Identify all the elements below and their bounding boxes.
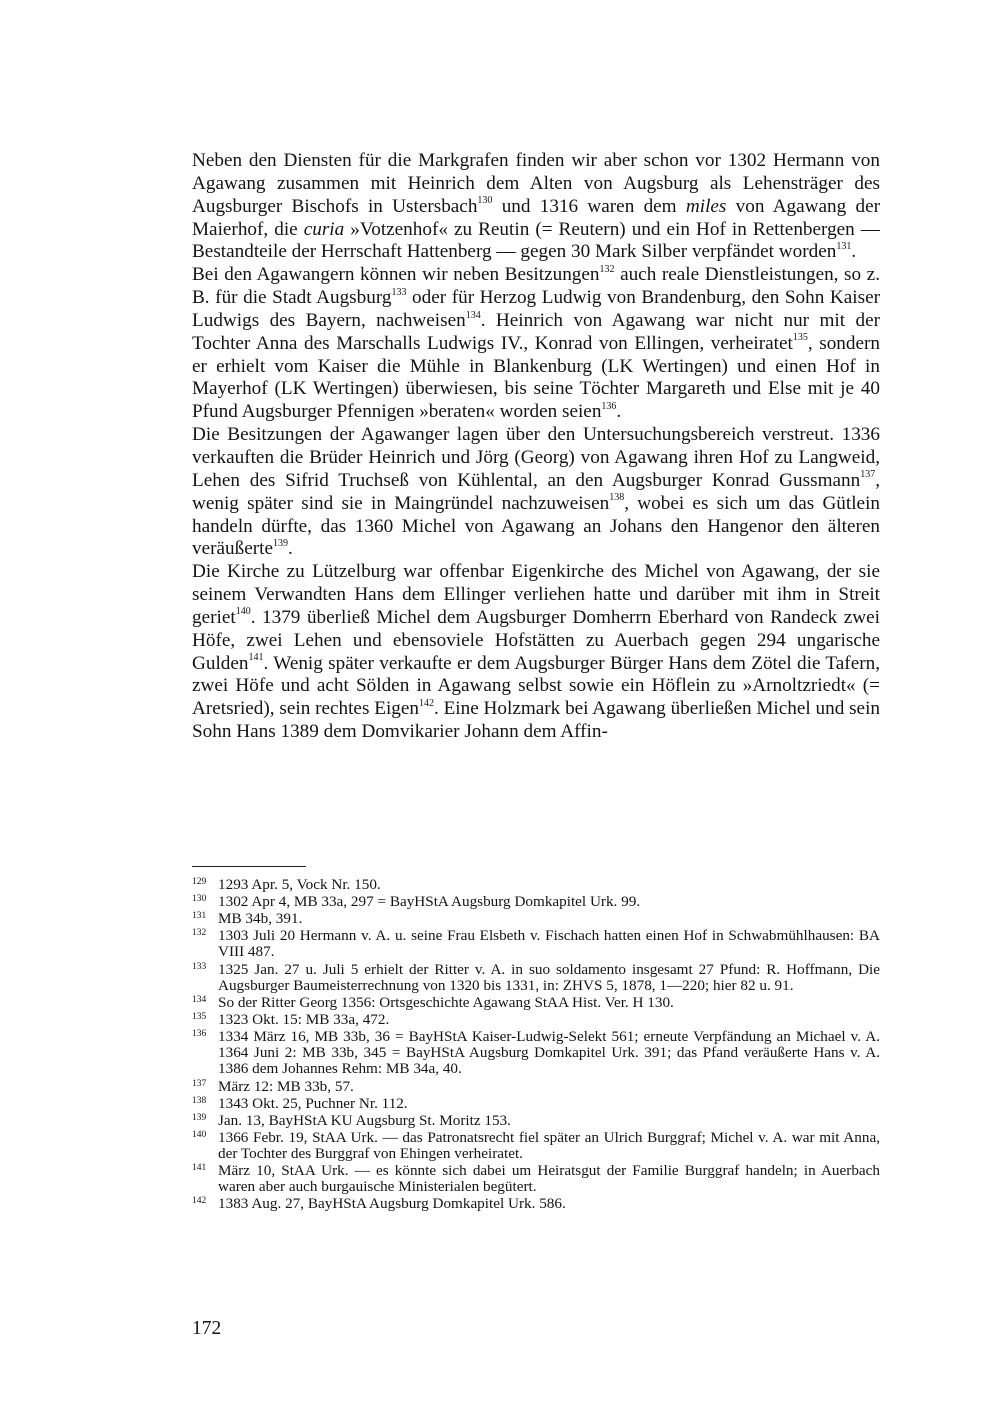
footnote-item (192, 1012, 880, 1028)
footnote-number: 140 (192, 1129, 207, 1140)
footnote-text: So der Ritter Georg 1356: Ortsgeschichte Agawang StAA Hist. Ver. H 130. (218, 993, 674, 1011)
footnote-item (192, 1196, 880, 1212)
footnote-text: März 10, StAA Urk. — es könnte sich dabei um Heiratsgut der Familie Burggraf handeln; in Auerbach waren aber auch burgauische Ministerialen begütert. (218, 1162, 880, 1196)
footnote-ref: 131 (836, 240, 852, 252)
footnote-item (192, 911, 880, 927)
footnote-ref: 140 (235, 606, 251, 618)
footnote-item (192, 962, 880, 994)
page-body (192, 150, 880, 744)
footnote-item (192, 894, 880, 910)
footnote-number: 132 (192, 928, 207, 939)
paragraph (192, 561, 880, 744)
footnote-text: 1383 Aug. 27, BayHStA Augsburg Domkapitel Urk. 586. (218, 1195, 566, 1213)
footnote-text: MB 34b, 391. (218, 910, 303, 928)
footnote-number: 133 (192, 961, 207, 972)
footnote-number: 131 (192, 911, 207, 922)
footnote-item (192, 995, 880, 1011)
text-run: Neben den Diensten für die Markgrafen finden wir aber schon vor 1302 Hermann von Agawang zusammen mit Heinrich dem Alten von Augsburg als Lehensträger des Augsburger Bischofs in Ustersbach (192, 150, 880, 217)
text-run: »Votzenhof« zu Reutin (= Reutern) und ein Hof in Rettenbergen — Bestandteile der Herrschaft Hattenberg — gegen 30 Mark Silber verpfändet worden (192, 218, 880, 263)
footnote-item (192, 1029, 880, 1078)
footnote-number: 141 (192, 1163, 207, 1174)
footnote-text: 1366 Febr. 19, StAA Urk. — das Patronatsrecht fiel später an Ulrich Burggraf; Michel v. A. war mit Anna, der Tochter des Burggraf von Ehingen verheiratet. (218, 1128, 880, 1163)
text-run: , wobei es sich um das Gütlein handeln dürfte, das 1360 Michel von Agawang an Johans den Hangenor den älteren veräußerte (192, 492, 881, 560)
footnote-text: 1302 Apr 4, MB 33a, 297 = BayHStA Augsburg Domkapitel Urk. 99. (218, 893, 641, 911)
footnote-ref: 130 (477, 195, 493, 207)
footnote-item (192, 1113, 880, 1129)
footnote-text: 1343 Okt. 25, Puchner Nr. 112. (218, 1094, 408, 1112)
text-run: . Heinrich von Agawang war nicht nur mit der Tochter Anna des Marschalls Ludwigs IV., Konrad von Ellingen, verheiratet (192, 309, 880, 354)
paragraph (192, 264, 880, 424)
text-run: . Wenig später verkaufte er dem Augsburger Bürger Hans dem Zötel die Tafern, zwei Höfe und acht Sölden in Agawang selbst sowie ein Höflein zu »Arnoltzriedt« (= Aretsried), sein rechtes Eigen (192, 652, 880, 720)
footnote-number: 135 (192, 1011, 207, 1022)
text-run: von Agawang der Maierhof, die (192, 195, 880, 240)
text-run: . (851, 241, 857, 263)
paragraph (192, 424, 880, 561)
footnote-number: 137 (192, 1078, 207, 1089)
footnote-number: 134 (192, 994, 207, 1005)
text-run: . 1379 überließ Michel dem Augsburger Domherrn Eberhard von Randeck zwei Höfe, zwei Lehen und ebensoviele Hofstätten zu Auerbach gegen 294 ungarische Gulden (192, 606, 880, 674)
footnote-ref: 135 (792, 332, 808, 344)
italic-term: miles (685, 195, 727, 217)
footnote-item (192, 1096, 880, 1112)
footnote-ref: 142 (418, 697, 434, 709)
footnote-ref: 141 (248, 652, 264, 664)
footnote-number: 130 (192, 894, 207, 905)
footnote-ref: 139 (272, 537, 288, 549)
footnote-item (192, 1130, 880, 1162)
footnote-item (192, 877, 880, 893)
footnote-ref: 134 (465, 309, 481, 321)
footnote-separator (192, 866, 306, 867)
footnote-text: 1325 Jan. 27 u. Juli 5 erhielt der Ritter v. A. in suo soldamento insgesamt 27 Pfund: R. Hoffmann, Die Augsburger Baumeisterrechnung von 1320 bis 1331, in: ZHVS 5, 1878, 1—220; hier 82 u. 91. (218, 960, 880, 994)
footnote-text: 1334 März 16, MB 33b, 36 = BayHStA Kaiser-Ludwig-Selekt 561; erneute Verpfändung an Michael v. A. 1364 Juni 2: MB 33b, 345 = BayHStA Augsburg Domkapitel Urk. 391; das Pfand veräußerte Hans v. A. 1386 dem Johannes Rehm: MB 34a, 40. (218, 1028, 880, 1078)
footnote-number: 136 (192, 1029, 207, 1040)
footnote-number: 138 (192, 1095, 207, 1106)
footnote-item (192, 1163, 880, 1195)
main-text (192, 150, 880, 744)
text-run: auch reale Dienstleistungen, so z. B. für die Stadt Augsburg (192, 264, 880, 309)
footnote-ref: 132 (599, 263, 615, 275)
footnote-text: 1323 Okt. 15: MB 33a, 472. (218, 1010, 390, 1028)
footnote-text: 1303 Juli 20 Hermann v. A. u. seine Frau Elsbeth v. Fischach hatten einen Hof in Schwabmühlhausen: BA VIII 487. (218, 927, 880, 961)
footnote-text: März 12: MB 33b, 57. (218, 1077, 354, 1095)
footnote-text: 1293 Apr. 5, Vock Nr. 150. (218, 876, 381, 893)
text-run: Die Besitzungen der Agawanger lagen über den Untersuchungsbereich verstreut. 1336 verkauften die Brüder Heinrich und Jörg (Georg) von Agawang ihren Hof zu Langweid, Lehen des Sifrid Truchseß von Kühlental, an den Augsburger Konrad Gussmann (192, 424, 880, 491)
footnote-number: 129 (192, 877, 207, 887)
footnote-ref: 137 (860, 469, 876, 481)
text-run: , sondern er erhielt vom Kaiser die Mühle in Blankenburg (LK Wertingen) und einen Hof in Mayerhof (LK Wertingen) überwiesen, bis seine Töchter Margareth und Else mit je 40 Pfund Augsburger Pfennigen »beraten« worden seien (192, 332, 880, 423)
text-run: und 1316 waren dem (492, 195, 686, 217)
text-run: . (616, 401, 622, 423)
paragraph (192, 150, 880, 264)
text-run: . Eine Holzmark bei Agawang überließen Michel und sein Sohn Hans 1389 dem Domvikarier Johann dem Affin- (192, 698, 880, 743)
page-number: 172 (192, 1318, 222, 1339)
footnote-item (192, 928, 880, 960)
text-run: . (287, 538, 293, 560)
footnote-number: 139 (192, 1112, 207, 1123)
footnotes (192, 877, 880, 1214)
footnote-number: 142 (192, 1196, 207, 1207)
text-run: Bei den Agawangern können wir neben Besitzungen (192, 264, 600, 286)
text-run: , wenig später sind sie in Maingründel nachzuweisen (192, 469, 880, 514)
footnote-item (192, 1079, 880, 1095)
footnote-ref: 136 (601, 400, 617, 412)
footnote-ref: 138 (609, 492, 625, 504)
italic-term: curia (303, 218, 345, 240)
footnote-text: Jan. 13, BayHStA KU Augsburg St. Moritz 153. (218, 1111, 511, 1129)
footnote-ref: 133 (391, 286, 407, 298)
text-run: oder für Herzog Ludwig von Brandenburg, den Sohn Kaiser Ludwigs des Bayern, nachweisen (192, 287, 880, 331)
text-run: Die Kirche zu Lützelburg war offenbar Eigenkirche des Michel von Agawang, der sie seinem Verwandten Hans dem Ellinger verliehen hatte und darüber mit ihm in Streit geriet (192, 561, 880, 628)
